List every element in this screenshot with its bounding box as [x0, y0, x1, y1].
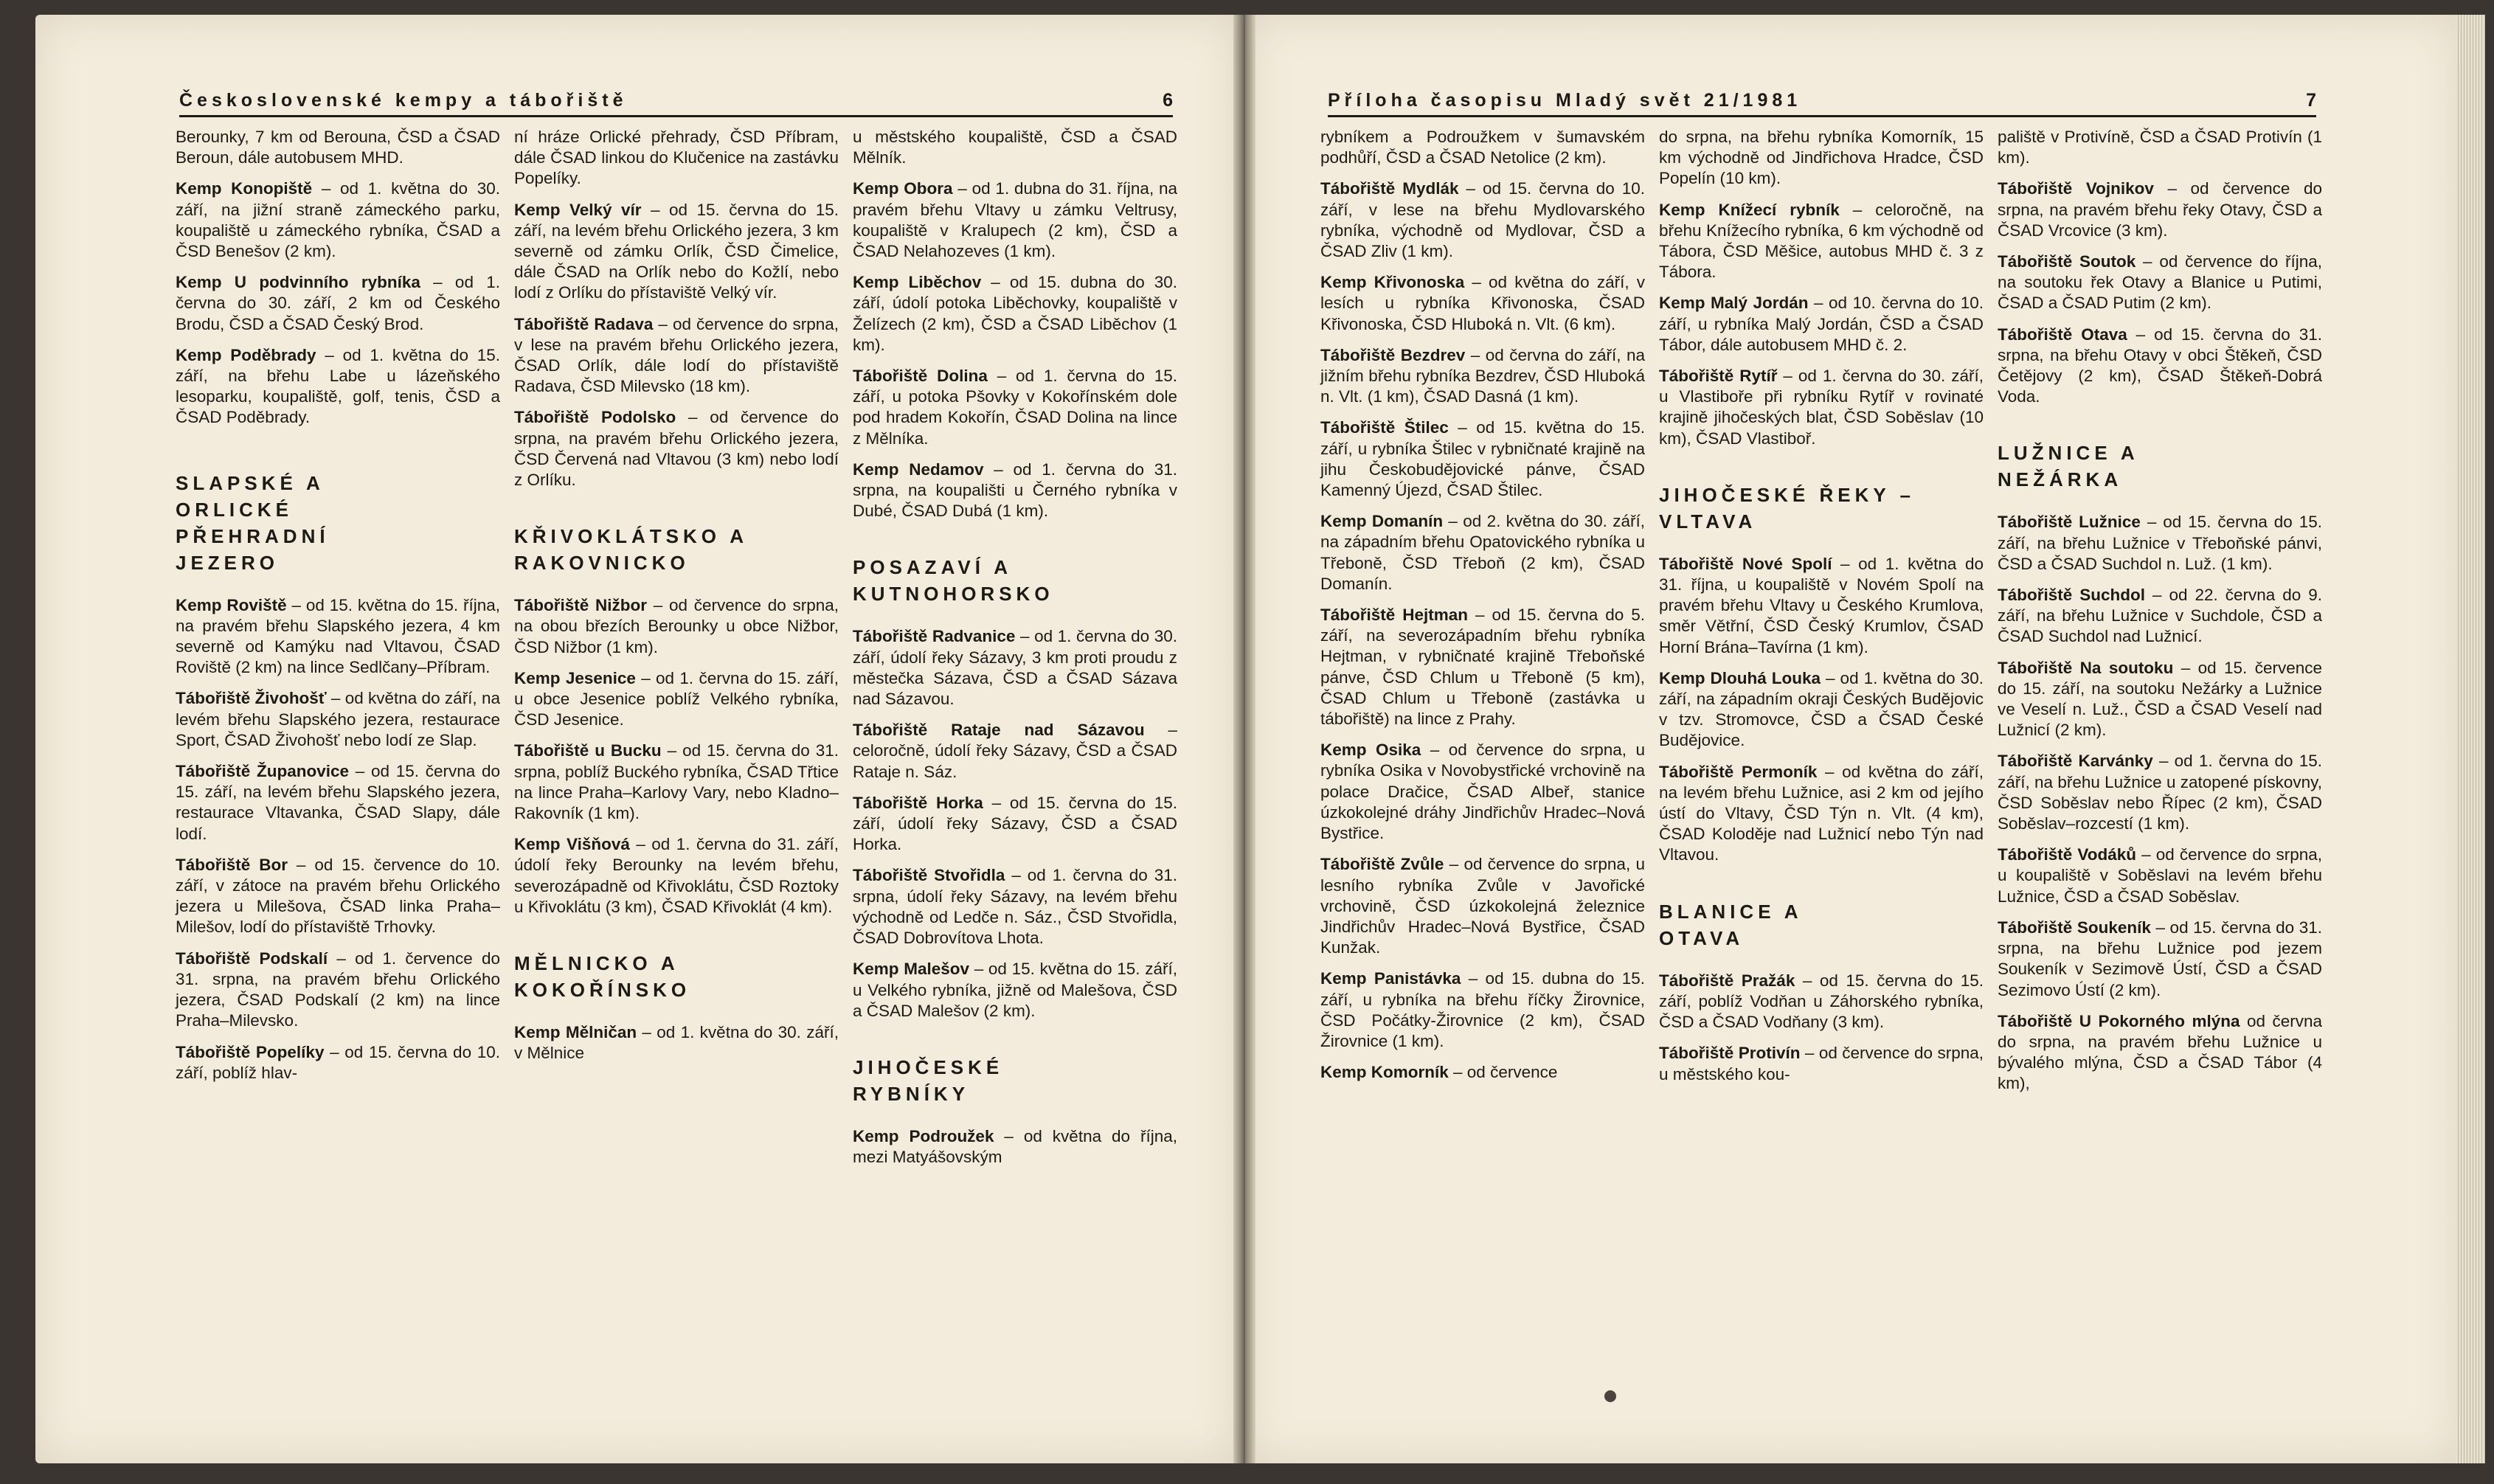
camp-entry: Tábořiště u Bucku – od 15. června do 31. srpna, poblíž Buckého rybníka, ČSAD Třtice na lince Praha–Karlovy Vary, nebo Kladno–Rakovník (1 km).	[514, 741, 839, 823]
camp-entry: Tábořiště Pražák – od 15. června do 15. září, poblíž Vodňan u Záhorského rybníka, ČSD a ČSAD Vodňany (3 km).	[1659, 971, 1984, 1032]
section-heading: BLANICE A OTAVA	[1659, 900, 1802, 949]
camp-entry: Kemp Konopiště – od 1. května do 30. září, na jižní straně zámeckého parku, koupaliště u zámeckého rybníka, ČSAD a ČSD Benešov (2 km).	[176, 179, 500, 261]
camp-entry: Tábořiště Nové Spolí – od 1. května do 31. října, u koupaliště v Novém Spolí na pravém břehu Vltavy u Českého Krumlova, směr Větřní, ČSD Český Krumlov, ČSAD Horní Brána–Tavírna (1 km).	[1659, 554, 1984, 656]
camp-entry: Tábořiště Soutok – od července do října, na soutoku řek Otavy a Blanice u Putimi, ČSAD a ČSAD Putim (2 km).	[1998, 252, 2323, 313]
right-page-header	[1328, 90, 2316, 117]
camp-entry: Kemp Panistávka – od 15. dubna do 15. září, u rybníka na břehu říčky Žirovnice, ČSD Počátky-Žirovnice (2 km), ČSAD Žirovnice (1 km).	[1320, 969, 1645, 1050]
camp-entry: Kemp Knížecí rybník – celoročně, na břehu Knížecího rybníka, 6 km východně od Tábora, ČSD Měšice, autobus MHD č. 3 z Tábora.	[1659, 200, 1984, 282]
camp-entry: Kemp Obora – od 1. dubna do 31. října, na pravém břehu Vltavy u zámku Veltrusy, koupaliště v Kralupech (2 km), ČSD a ČSAD Nelahozeves (1 km).	[853, 179, 1178, 261]
left-page-header	[179, 90, 1173, 117]
camp-entry: Tábořiště Mydlák – od 15. června do 10. září, v lese na břehu Mydlovarského rybníka, východně od Mydlovar, ČSD a ČSAD Zliv (1 km).	[1320, 179, 1645, 261]
section-heading: LUŽNICE A NEŽÁRKA	[1998, 442, 2138, 491]
section-heading: MĚLNICKO A KOKOŘÍNSKO	[514, 952, 691, 1002]
section-heading: POSAZAVÍ A KUTNOHORSKO	[853, 556, 1054, 606]
camp-entry: Kemp Liběchov – od 15. dubna do 30. září, údolí potoka Liběchovky, koupaliště v Želízech (2 km), ČSD a ČSAD Liběchov (1 km).	[853, 273, 1178, 354]
column-lead-text: Berounky, 7 km od Berouna, ČSD a ČSAD Beroun, dále autobusem MHD.	[176, 128, 500, 167]
camp-entry: Tábořiště Vodáků – od července do srpna, u koupaliště v Soběslavi na levém břehu Lužnice, ČSD a ČSAD Soběslav.	[1998, 845, 2323, 906]
camp-entry: Kemp Křivonoska – od května do září, v lesích u rybníka Křivonoska, ČSAD Křivonoska, ČSD Hluboká n. Vlt. (6 km).	[1320, 273, 1646, 333]
camp-entry: Kemp Velký vír – od 15. června do 15. září, na levém břehu Orlického jezera, 3 km severně od zámku Orlík, ČSD Čimelice, dále ČSAD na Orlík nebo do Kožlí, nebo lodí z Orlíku do přístaviště Velký vír.	[514, 200, 839, 302]
left-page-number: 6	[1163, 90, 1173, 111]
camp-entry: Tábořiště Na soutoku – od 15. července do 15. září, na soutoku Nežárky a Lužnice ve Veselí n. Luž., ČSD a ČSAD Veselí nad Lužnicí (2 km).	[1998, 658, 2322, 740]
right-header-title: Příloha časopisu Mladý svět 21/1981	[1328, 90, 1802, 111]
camp-entry: Kemp Komorník – od července	[1320, 1063, 1558, 1082]
staple-hole	[1604, 1390, 1616, 1402]
camp-entry: Tábořiště Županovice – od 15. června do 15. září, na levém břehu Slapského jezera, restaurace Vltavanka, ČSAD Slapy, dále lodí.	[176, 762, 500, 843]
right-column-1	[1320, 127, 1645, 1093]
camp-entry: Tábořiště Suchdol – od 22. června do 9. září, na břehu Lužnice v Suchdole, ČSD a ČSAD Suchdol nad Lužnicí.	[1998, 586, 2322, 646]
column-lead-text: ní hráze Orlické přehrady, ČSD Příbram, dále ČSAD linkou do Klučenice na zastávku Popelíky.	[514, 128, 839, 188]
section-heading: SLAPSKÉ A ORLICKÉ PŘEHRADNÍ JEZERO	[176, 471, 330, 574]
camp-entry: Kemp Malý Jordán – od 10. června do 10. září, u rybníka Malý Jordán, ČSD a ČSAD Tábor, dále autobusem MHD č. 2.	[1659, 294, 1984, 354]
camp-entry: Tábořiště Rataje nad Sázavou – celoročně, údolí řeky Sázavy, ČSD a ČSAD Rataje n. Sáz.	[853, 721, 1177, 781]
camp-entry: Tábořiště Nižbor – od července do srpna, na obou březích Berounky u obce Nižbor, ČSD Nižbor (1 km).	[514, 596, 839, 656]
right-page-number: 7	[2306, 90, 2316, 111]
camp-entry: Tábořiště Zvůle – od července do srpna, u lesního rybníka Zvůle v Javořické vrchovině, ČSD úzkokolejná železnice Jindřichův Hradec–Nová Bystřice, ČSAD Kunžak.	[1320, 855, 1646, 957]
camp-entry: Tábořiště Rytíř – od 1. června do 30. září, u Vlastiboře při rybníku Rytíř v rovinaté krajině jihočeských blat, ČSD Soběslav (10 km), ČSAD Vlastiboř.	[1659, 367, 1984, 448]
page-edges	[2456, 15, 2485, 1463]
camp-entry: Tábořiště Podskalí – od 1. července do 31. srpna, na pravém břehu Orlického jezera, ČSAD Podskalí (2 km) na lince Praha–Milevsko.	[176, 949, 501, 1030]
camp-entry: Tábořiště Stvořidla – od 1. června do 31. srpna, údolí řeky Sázavy, na levém břehu východně od Ledče n. Sáz., ČSD Stvořidla, ČSAD Dobrovítova Lhota.	[853, 866, 1178, 948]
camp-entry: Tábořiště Živohošť – od května do září, na levém břehu Slapského jezera, restaurace Sport, ČSAD Živohošť nebo lodí ze Slap.	[176, 689, 501, 749]
left-column-3	[853, 127, 1177, 1178]
column-lead-text: u městského koupaliště, ČSD a ČSAD Mělník.	[853, 128, 1177, 167]
right-column-3	[1998, 127, 2322, 1105]
camp-entry: Tábořiště Soukeník – od 15. června do 31. srpna, na břehu Lužnice pod jezem Soukeník v Sezimově Ústí, ČSD a ČSAD Sezimovo Ústí (2 km).	[1998, 918, 2322, 999]
camp-entry: Tábořiště Vojnikov – od července do srpna, na pravém břehu řeky Otavy, ČSD a ČSAD Vrcovice (3 km).	[1998, 179, 2322, 240]
column-lead-text: rybníkem a Podroužkem v šumavském podhůří, ČSD a ČSAD Netolice (2 km).	[1320, 128, 1645, 167]
camp-entry: Kemp Nedamov – od 1. června do 31. srpna, na koupališti u Černého rybníka v Dubé, ČSAD Dubá (1 km).	[853, 460, 1178, 521]
camp-entry: Tábořiště Otava – od 15. června do 31. srpna, na břehu Otavy v obci Štěkeň, ČSD Četějovy (2 km), ČSAD Štěkeň-Dobrá Voda.	[1998, 325, 2322, 406]
section-heading: KŘIVOKLÁTSKO A RAKOVNICKO	[514, 525, 748, 575]
camp-entry: Tábořiště U Pokorného mlýna od června do srpna, na pravém břehu Lužnice u bývalého mlýna, ČSD a ČSAD Tábor (4 km),	[1998, 1011, 2323, 1093]
camp-entry: Tábořiště Popelíky – od 15. června do 10. září, poblíž hlav-	[176, 1042, 501, 1082]
camp-entry: Kemp Mělničan – od 1. května do 30. září, v Mělnice	[514, 1023, 839, 1063]
camp-entry: Kemp Dlouhá Louka – od 1. května do 30. září, na západním okraji Českých Budějovic v tzv. Stromovce, ČSD a ČSAD České Budějovice.	[1659, 668, 1984, 750]
section-heading: JIHOČESKÉ ŘEKY – VLTAVA	[1659, 483, 1915, 533]
camp-entry: Tábořiště Radvanice – od 1. června do 30. září, údolí řeky Sázavy, 3 km proti proudu z městečka Sázava, ČSD a ČSAD Sázava nad Sázavou.	[853, 627, 1177, 709]
left-column-1	[176, 127, 500, 1094]
camp-entry: Tábořiště Karvánky – od 1. června do 15. září, na břehu Lužnice u zatopené pískovny, ČSD Soběslav nebo Řípec (2 km), ČSAD Soběslav–rozcestí (1 km).	[1998, 752, 2323, 833]
column-lead-text: paliště v Protivíně, ČSD a ČSAD Protivín (1 km).	[1998, 128, 2322, 167]
right-column-2	[1659, 127, 1984, 1095]
camp-entry: Tábořiště Dolina – od 1. června do 15. září, u potoka Pšovky v Kokořínském dole pod hradem Kokořín, ČSAD Dolina na lince z Mělníka.	[853, 367, 1177, 448]
camp-entry: Tábořiště Bor – od 15. července do 10. září, v zátoce na pravém břehu Orlického jezera u Milešova, ČSAD linka Praha–Milešov, lodí do přístaviště Trhovky.	[176, 855, 500, 937]
column-lead-text: do srpna, na břehu rybníka Komorník, 15 km východně od Jindřichova Hradce, ČSD Popelín (10 km).	[1659, 128, 1984, 188]
camp-entry: Kemp Višňová – od 1. června do 31. září, údolí řeky Berounky na levém břehu, severozápadně od Křivoklátu, ČSD Roztoky u Křivoklátu (3 km), ČSAD Křivoklát (4 km).	[514, 835, 839, 916]
camp-entry: Tábořiště Lužnice – od 15. června do 15. září, na břehu Lužnice v Třeboňské pánvi, ČSD a ČSAD Suchdol n. Luž. (1 km).	[1998, 513, 2322, 573]
camp-entry: Kemp Poděbrady – od 1. května do 15. září, na břehu Labe u lázeňského lesoparku, koupaliště, golf, tenis, ČSD a ČSAD Poděbrady.	[176, 345, 500, 427]
camp-entry: Kemp Podroužek – od května do října, mezi Matyášovským	[853, 1126, 1178, 1167]
section-heading: JIHOČESKÉ RYBNÍKY	[853, 1055, 1004, 1105]
camp-entry: Tábořiště Radava – od července do srpna, v lese na pravém břehu Orlického jezera, ČSAD Orlík, dále lodí do přístaviště Radava, ČSD Milevsko (18 km).	[514, 314, 839, 396]
camp-entry: Tábořiště Protivín – od července do srpna, u městského kou-	[1659, 1044, 1984, 1083]
camp-entry: Kemp Domanín – od 2. května do 30. září, na západním břehu Opatovického rybníka u Třeboně, ČSD Třeboň (2 km), ČSAD Domanín.	[1320, 512, 1646, 593]
camp-entry: Tábořiště Štilec – od 15. května do 15. září, u rybníka Štilec v rybničnaté krajině na jihu Českobudějovické pánve, ČSAD Kamenný Újezd, ČSAD Štilec.	[1320, 418, 1645, 500]
camp-entry: Kemp Roviště – od 15. května do 15. října, na pravém břehu Slapského jezera, 4 km severně od Kamýku nad Vltavou, ČSAD Roviště (2 km) na lince Sedlčany–Příbram.	[176, 595, 500, 677]
book-spine	[1233, 15, 1255, 1463]
camp-entry: Tábořiště Horka – od 15. června do 15. září, údolí řeky Sázavy, ČSD a ČSAD Horka.	[853, 793, 1177, 854]
camp-entry: Kemp Malešov – od 15. května do 15. září, u Velkého rybníka, jižně od Malešova, ČSD a ČSAD Malešov (2 km).	[853, 960, 1177, 1020]
camp-entry: Kemp U podvinního rybníka – od 1. června do 30. září, 2 km od Českého Brodu, ČSD a ČSAD Český Brod.	[176, 273, 500, 333]
left-header-title: Československé kempy a tábořiště	[179, 90, 628, 111]
camp-entry: Tábořiště Podolsko – od července do srpna, na pravém břehu Orlického jezera, ČSD Červená nad Vltavou (3 km) nebo lodí z Orlíku.	[514, 408, 839, 490]
left-column-2	[514, 127, 839, 1075]
camp-entry: Kemp Jesenice – od 1. června do 15. září, u obce Jesenice poblíž Velkého rybníka, ČSD Jesenice.	[514, 668, 839, 729]
camp-entry: Kemp Osika – od července do srpna, u rybníka Osika v Novobystřické vrchovině na polace Dračice, ČSAD Albeř, stanice úzkokolejné dráhy Jindřichův Hradec–Nová Bystřice.	[1320, 741, 1645, 843]
camp-entry: Tábořiště Permoník – od května do září, na levém břehu Lužnice, asi 2 km od jejího ústí do Vltavy, ČSD Týn n. Vlt. (4 km), ČSAD Koloděje nad Lužnicí nebo Týn nad Vltavou.	[1659, 762, 1984, 864]
camp-entry: Tábořiště Bezdrev – od června do září, na jižním břehu rybníka Bezdrev, ČSD Hluboká n. Vlt. (1 km), ČSAD Dasná (1 km).	[1320, 345, 1645, 406]
camp-entry: Tábořiště Hejtman – od 15. června do 5. září, na severozápadním břehu rybníka Hejtman, v rybničnaté krajině Třeboňské pánve, ČSD Chlum u Třeboně (5 km), ČSAD Chlum u Třeboně (zastávka u tábořiště) na lince z Prahy.	[1320, 606, 1645, 729]
